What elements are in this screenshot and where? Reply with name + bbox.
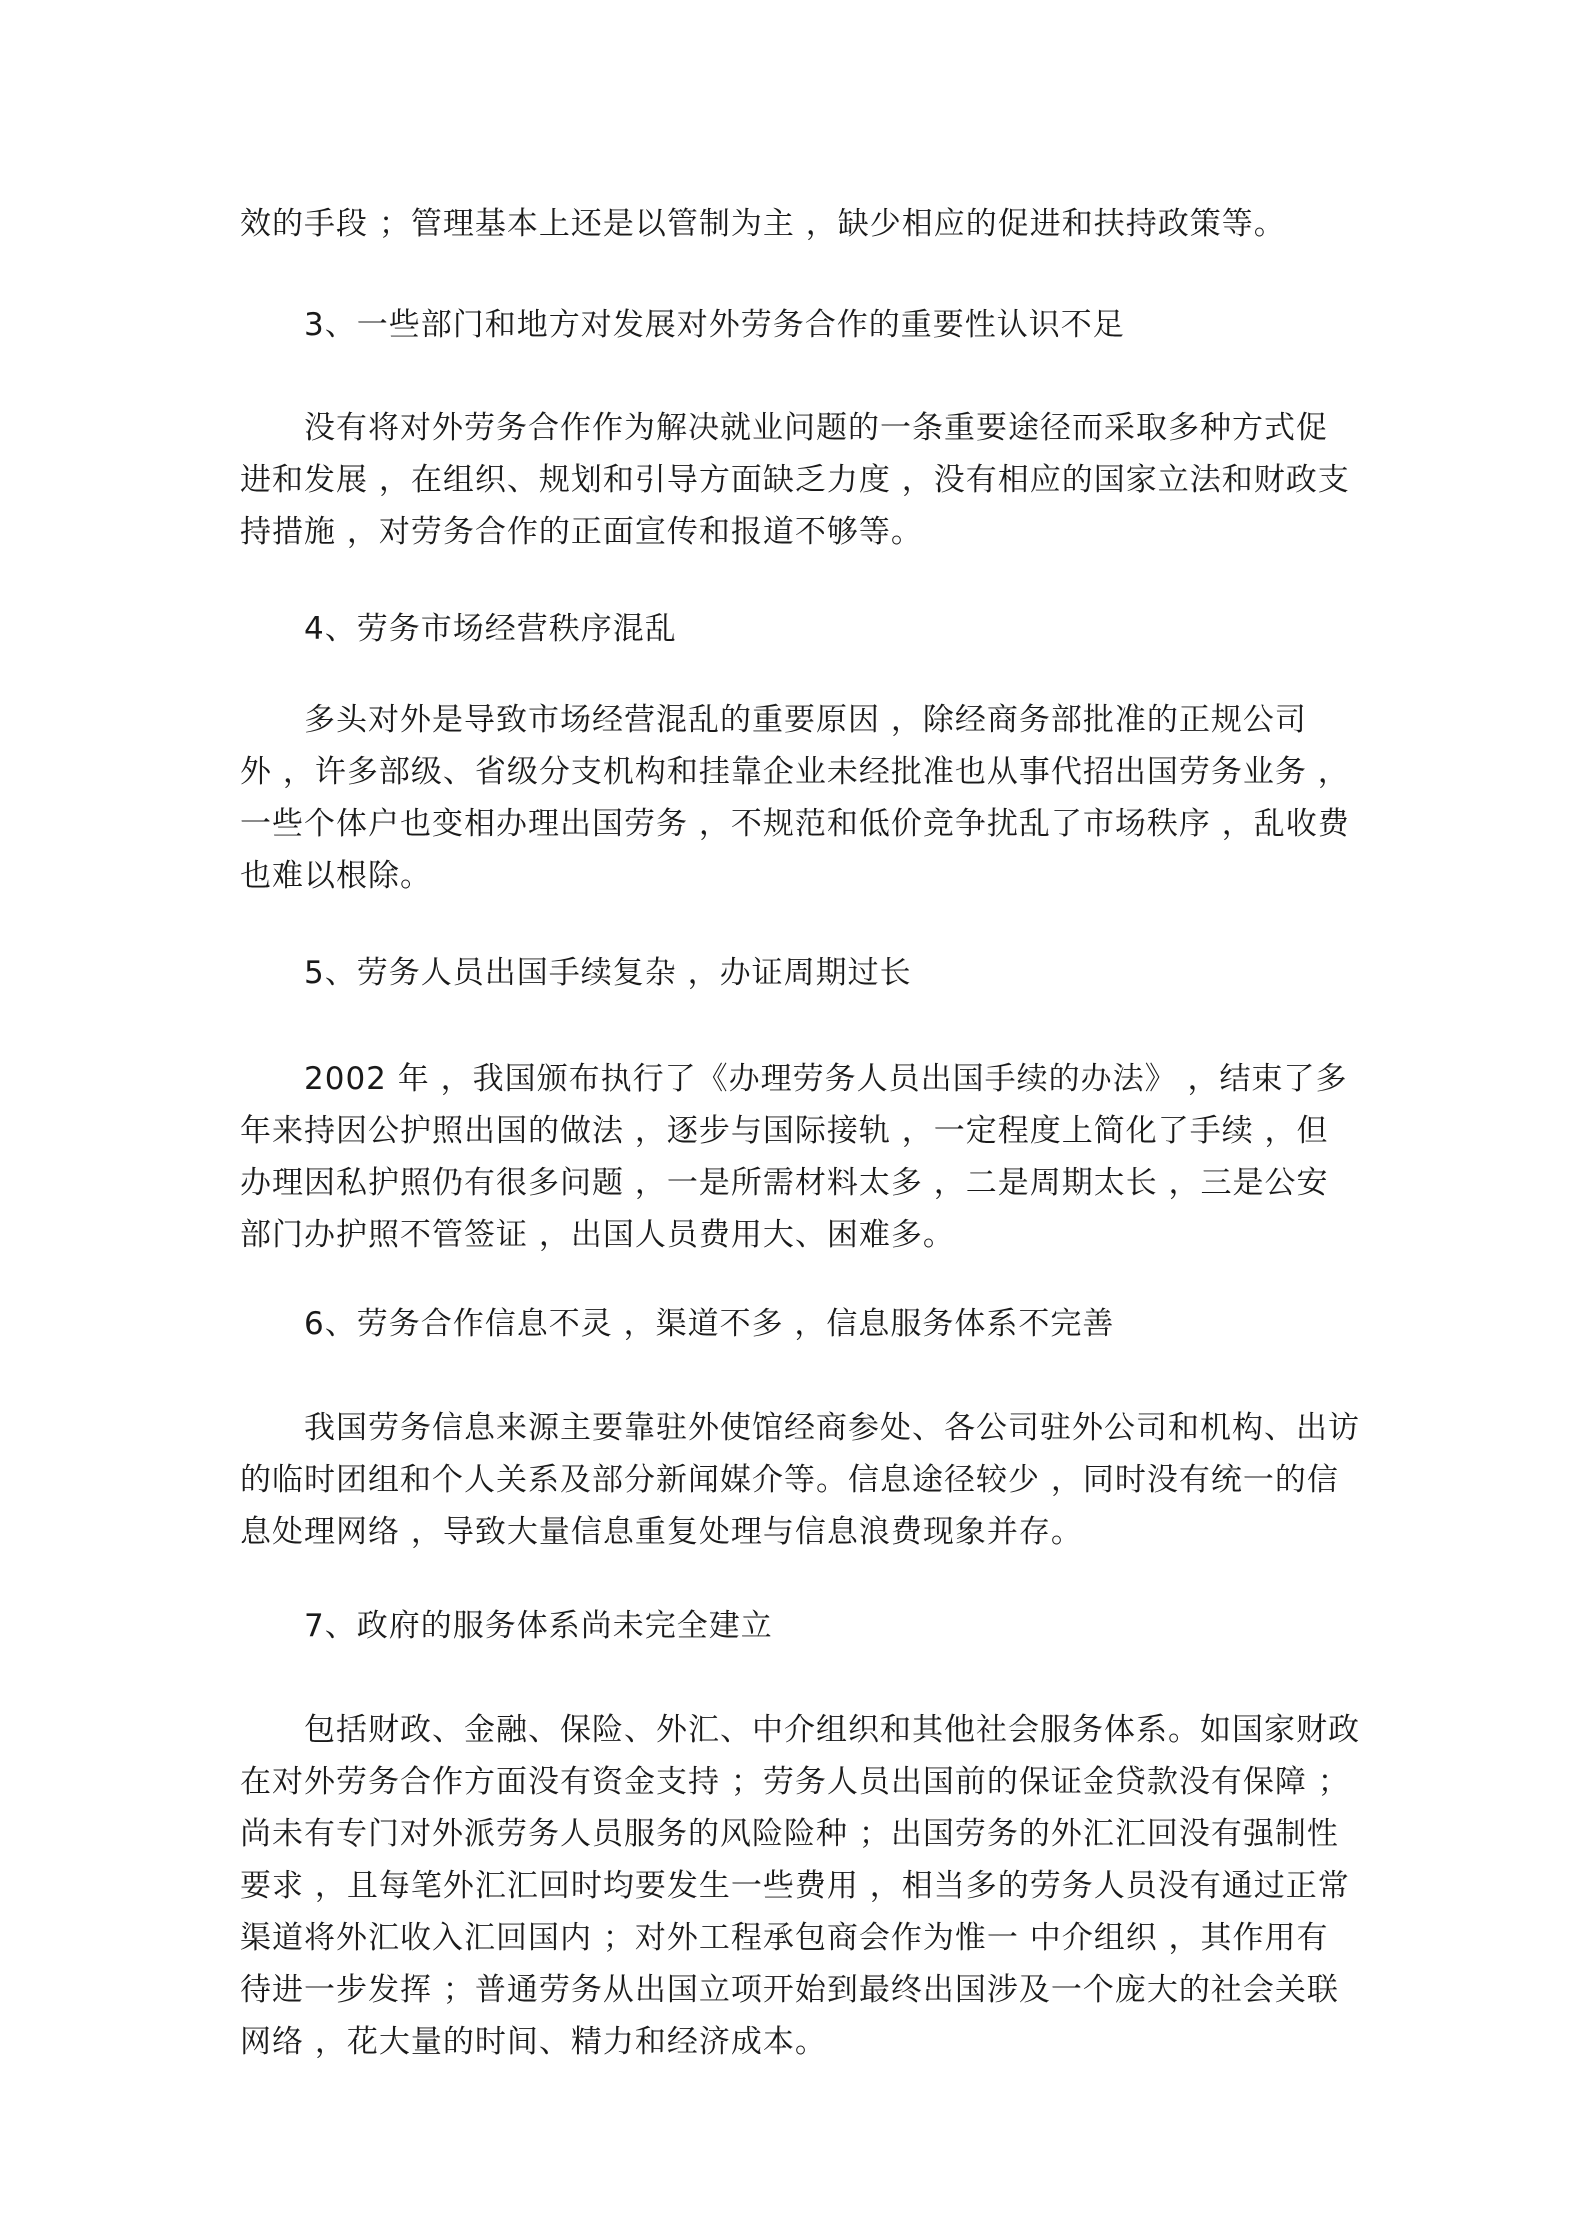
- paragraph-section-3: [240, 402, 1350, 558]
- paragraph-line: 效的手段 ；管理基本上还是以管制为主 ，缺少相应的促进和扶持政策等。: [240, 206, 1286, 242]
- paragraph-section-5: [240, 1053, 1350, 1261]
- section-heading-3: 3、一些部门和地方对发展对外劳务合作的重要性认识不足: [304, 307, 1125, 343]
- paragraph-line: 要求 ，且每笔外汇汇回时均要发生一些费用 ，相当多的劳务人员没有通过正常: [240, 1868, 1350, 1904]
- paragraph-section-4: [240, 694, 1350, 902]
- paragraph-line: 办理因私护照仍有很多问题 ，一是所需材料太多 ，二是周期太长 ，三是公安: [240, 1165, 1329, 1201]
- paragraph-line: 在对外劳务合作方面没有资金支持 ；劳务人员出国前的保证金贷款没有保障 ；: [240, 1764, 1350, 1800]
- paragraph-continuation: [240, 198, 1350, 250]
- paragraph-section-7: [240, 1704, 1360, 2068]
- paragraph-line: 外 ，许多部级、省级分支机构和挂靠企业未经批准也从事代招出国劳务业务 ，: [240, 754, 1350, 790]
- paragraph-line: 2002 年 ，我国颁布执行了《办理劳务人员出国手续的办法》 ，结束了多: [304, 1061, 1348, 1097]
- section-heading-6: 6、劳务合作信息不灵 ，渠道不多 ，信息服务体系不完善: [304, 1306, 1115, 1342]
- section-heading-5: 5、劳务人员出国手续复杂 ，办证周期过长: [304, 955, 912, 991]
- paragraph-line: 多头对外是导致市场经营混乱的重要原因 ，除经商务部批准的正规公司: [304, 702, 1307, 738]
- paragraph-line: 网络 ，花大量的时间、精力和经济成本。: [240, 2024, 827, 2060]
- section-heading-7: 7、政府的服务体系尚未完全建立: [304, 1608, 773, 1644]
- paragraph-line: 部门办护照不管签证 ，出国人员费用大、困难多。: [240, 1217, 955, 1253]
- paragraph-section-6: [240, 1402, 1360, 1558]
- paragraph-line: 包括财政、金融、保险、外汇、中介组织和其他社会服务体系。如国家财政: [304, 1712, 1360, 1748]
- paragraph-line: 也难以根除。: [240, 858, 432, 894]
- paragraph-line: 渠道将外汇收入汇回国内 ；对外工程承包商会作为惟一 中介组织 ，其作用有: [240, 1920, 1329, 1956]
- paragraph-line: 进和发展 ，在组织、规划和引导方面缺乏力度 ，没有相应的国家立法和财政支: [240, 462, 1350, 498]
- section-heading-4: 4、劳务市场经营秩序混乱: [304, 611, 677, 647]
- paragraph-line: 年来持因公护照出国的做法 ，逐步与国际接轨 ，一定程度上简化了手续 ，但: [240, 1113, 1329, 1149]
- paragraph-line: 待进一步发挥 ；普通劳务从出国立项开始到最终出国涉及一个庞大的社会关联: [240, 1972, 1339, 2008]
- paragraph-line: 持措施 ，对劳务合作的正面宣传和报道不够等。: [240, 514, 923, 550]
- paragraph-line: 没有将对外劳务合作作为解决就业问题的一条重要途径而采取多种方式促: [304, 410, 1328, 446]
- paragraph-line: 我国劳务信息来源主要靠驻外使馆经商参处、各公司驻外公司和机构、出访: [304, 1410, 1360, 1446]
- paragraph-line: 一些个体户也变相办理出国劳务 ，不规范和低价竞争扰乱了市场秩序 ，乱收费: [240, 806, 1350, 842]
- paragraph-line: 尚未有专门对外派劳务人员服务的风险险种 ；出国劳务的外汇汇回没有强制性: [240, 1816, 1339, 1852]
- paragraph-line: 的临时团组和个人关系及部分新闻媒介等。信息途径较少 ，同时没有统一的信: [240, 1462, 1339, 1498]
- paragraph-line: 息处理网络 ，导致大量信息重复处理与信息浪费现象并存。: [240, 1514, 1083, 1550]
